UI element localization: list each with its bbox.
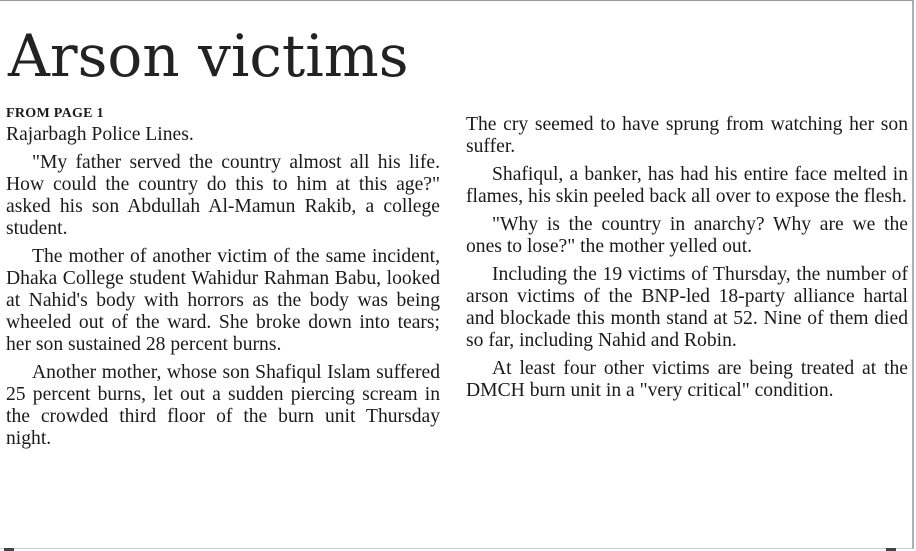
right-column xyxy=(466,114,908,408)
paragraph: Another mother, whose son Shafiqul Islam suffered 25 percent burns, let out a sudden piercing scream in the crowded third floor of the burn unit Thursday night. xyxy=(6,362,440,449)
paragraph: The cry seemed to have sprung from watching her son suffer. xyxy=(466,114,908,157)
headline: Arson victims xyxy=(8,22,409,90)
dateline: FROM PAGE 1 xyxy=(6,106,104,121)
paragraph: Shafiqul, a banker, has had his entire face melted in flames, his skin peeled back all over to expose the flesh. xyxy=(466,164,908,207)
paragraph: At least four other victims are being treated at the DMCH burn unit in a "very critical" condition. xyxy=(466,358,908,401)
paragraph: Including the 19 victims of Thursday, the number of arson victims of the BNP-led 18-party alliance hartal and blockade this month stand at 52. Nine of them died so far, including Nahid and Robin. xyxy=(466,264,908,351)
left-column xyxy=(6,106,440,456)
paragraph: The mother of another victim of the same incident, Dhaka College student Wahidur Rahman Babu, looked at Nahid's body with horrors as the body was being wheeled out of the ward. She broke down into tears; her son sustained 28 percent burns. xyxy=(6,246,440,355)
paragraph: "My father served the country almost all his life. How could the country do this to him at this age?" asked his son Abdullah Al-Mamun Rakib, a college student. xyxy=(6,152,440,239)
paragraph: "Why is the country in anarchy? Why are we the ones to lose?" the mother yelled out. xyxy=(466,214,908,257)
paragraph: Rajarbagh Police Lines. xyxy=(6,124,194,145)
